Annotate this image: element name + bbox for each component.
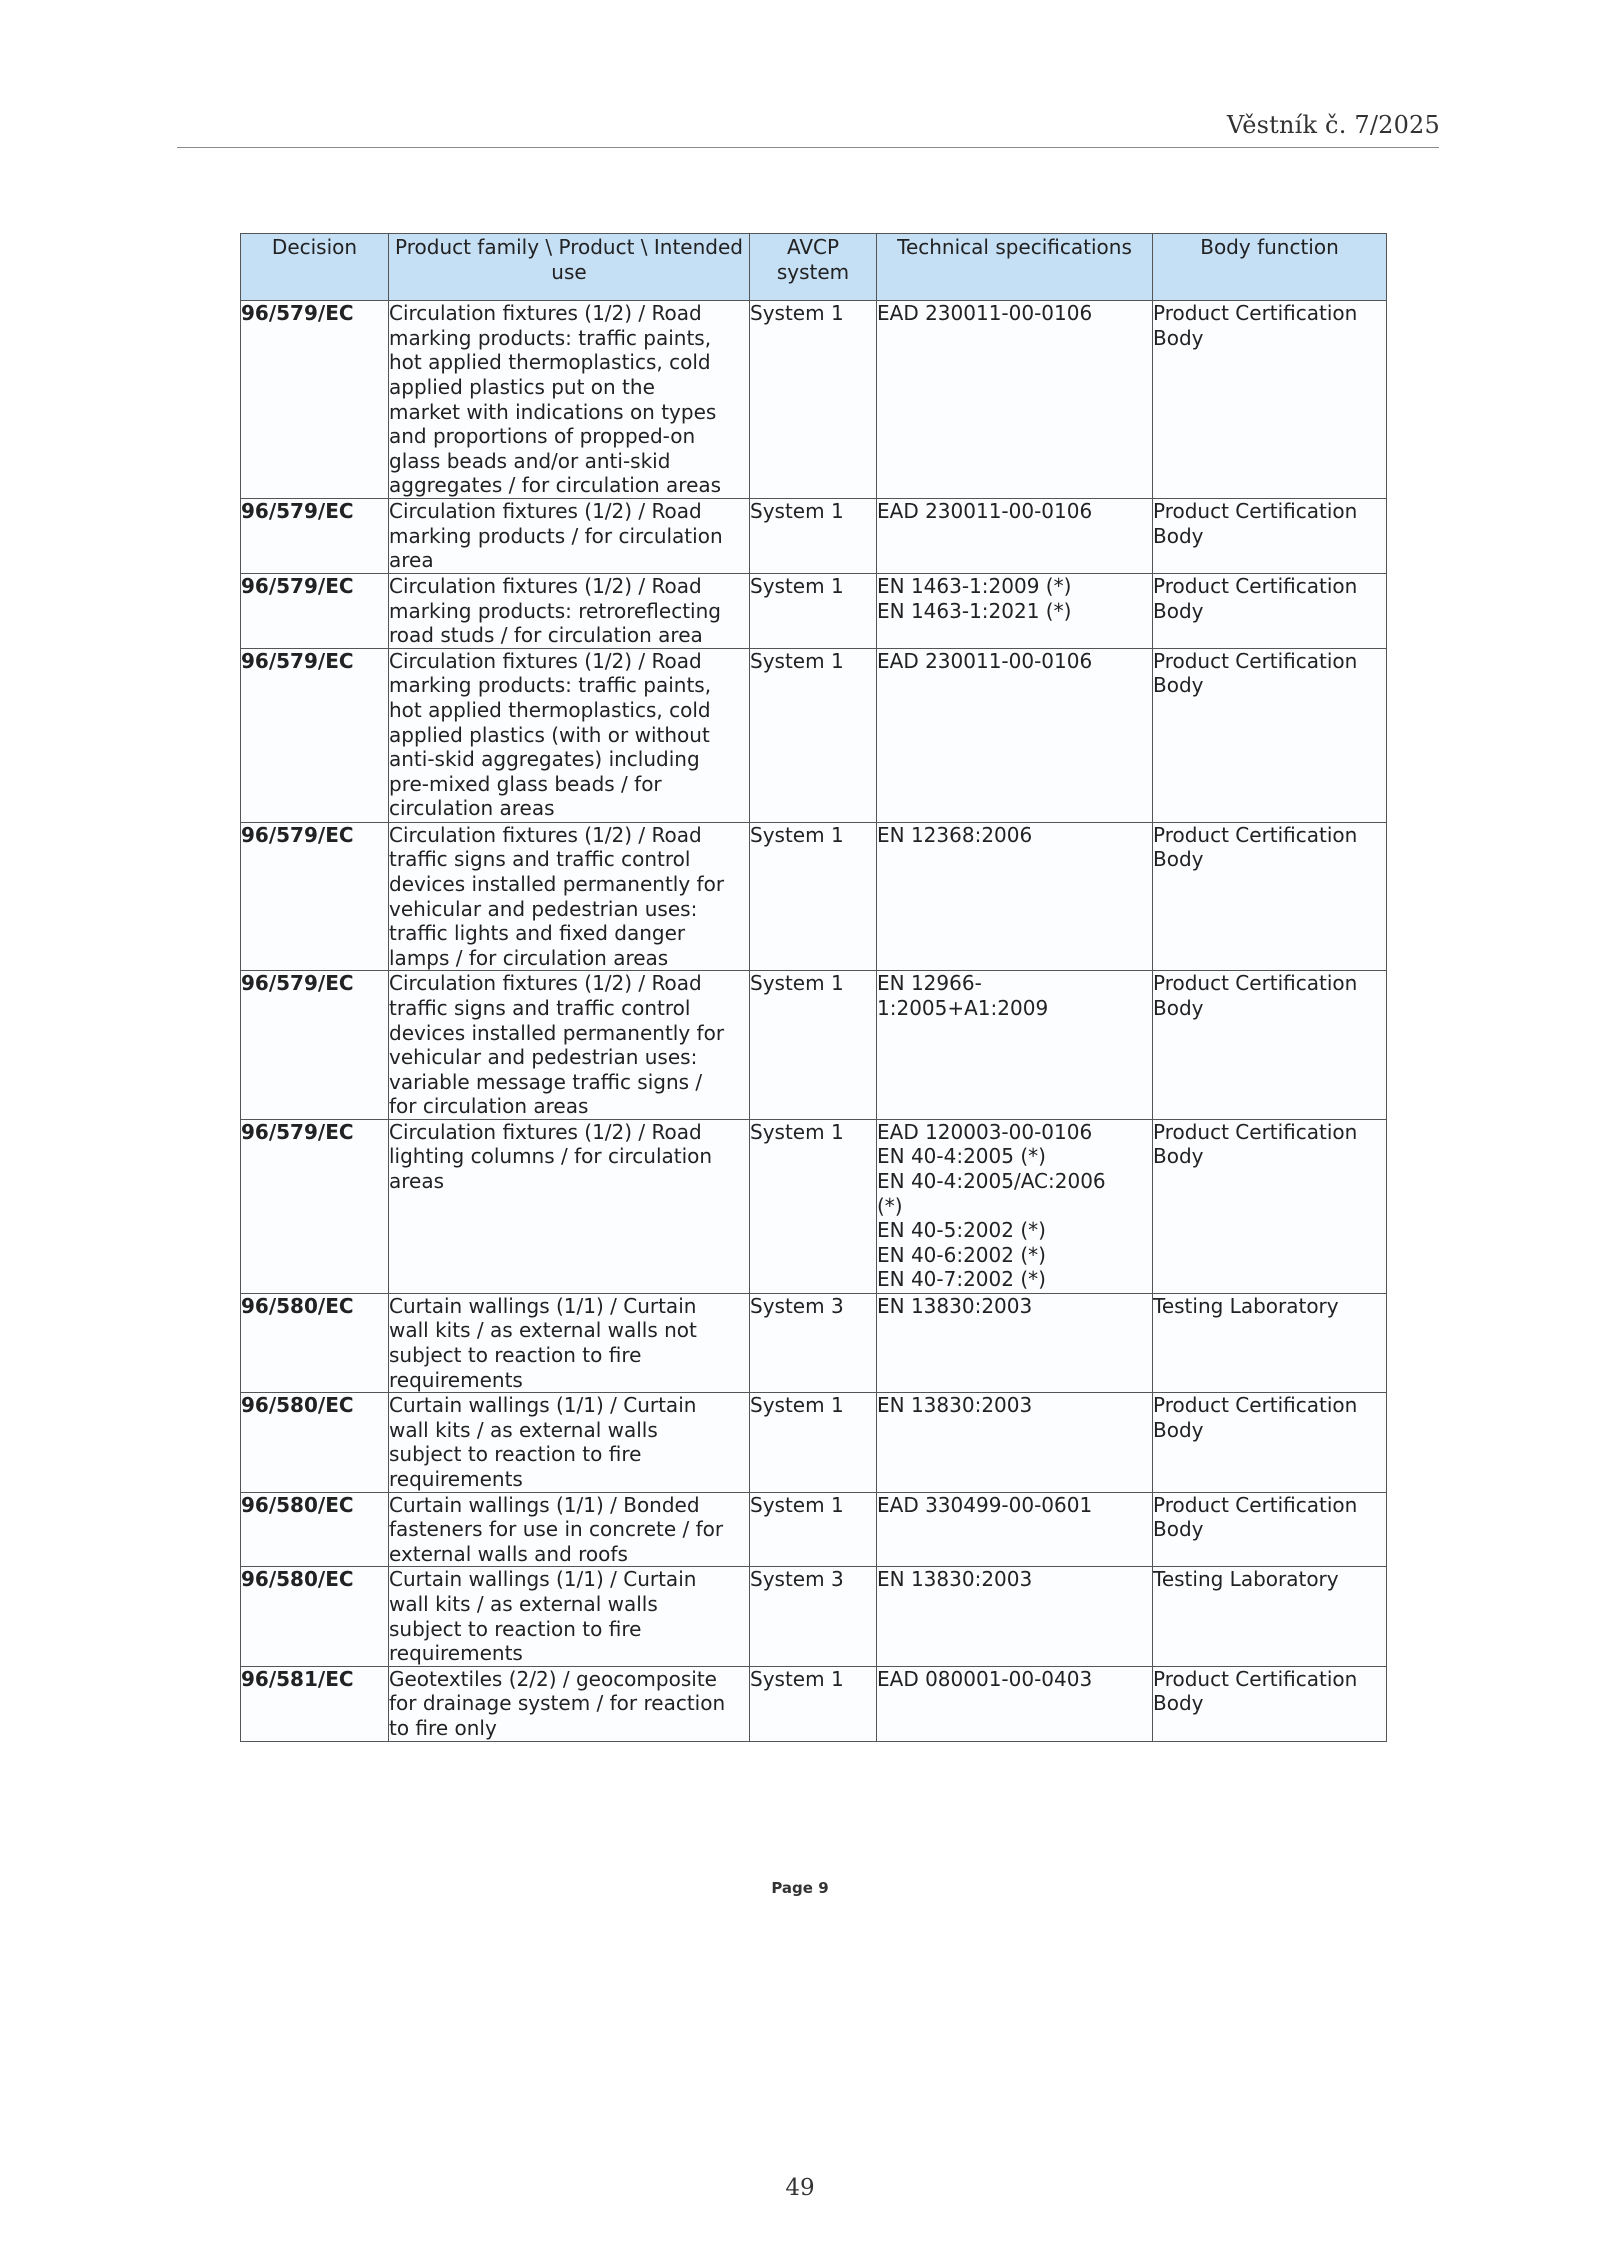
cell-line: EN 12966- [877,971,982,996]
table-row [241,1119,1387,1293]
cell-line: EN 13830:2003 [877,1567,1033,1592]
cell-line: hot applied thermoplastics, cold [389,697,711,722]
cell-line: EAD 120003-00-0106 [877,1119,1093,1144]
body-function-cell [1153,1567,1387,1666]
column-header-avcp: AVCP system [750,234,877,301]
product-cell [389,573,750,648]
cell-line: Geotextiles (2/2) / geocomposite [389,1666,717,1691]
cell-line: Product Certification [1153,499,1358,524]
avcp-cell [750,573,877,648]
decision-cell [241,573,389,648]
specs-cell [877,1293,1153,1392]
cell-line: Product Certification [1153,1666,1358,1691]
body-function-cell [1153,1492,1387,1567]
avcp-cell [750,1293,877,1392]
cell-line: EAD 080001-00-0403 [877,1666,1093,1691]
cell-line: applied plastics (with or without [389,722,710,747]
specs-cell [877,1666,1153,1741]
table-row [241,1492,1387,1567]
body-function-cell [1153,573,1387,648]
cell-line: 96/579/EC [241,822,354,847]
cell-line: devices installed permanently for [389,1020,725,1045]
specs-cell [877,499,1153,574]
table-row [241,1293,1387,1392]
cell-line: System 1 [750,1119,844,1144]
cell-line: Circulation fixtures (1/2) / Road [389,648,702,673]
cell-line: EN 40-7:2002 (*) [877,1267,1046,1292]
cell-line: Product Certification [1153,822,1358,847]
decision-cell [241,1492,389,1567]
decision-cell [241,1393,389,1492]
cell-line: Circulation fixtures (1/2) / Road [389,573,702,598]
cell-line: 96/579/EC [241,499,354,524]
cell-line: System 1 [750,499,844,524]
header-rule [177,147,1439,148]
cell-line: marking products: traffic paints, [389,673,712,698]
avcp-cell [750,648,877,822]
column-header-product: Product family \ Product \ Intended use [389,234,750,301]
cell-line: for circulation areas [389,1094,589,1119]
cell-line: System 1 [750,822,844,847]
cell-line: areas [389,1169,445,1194]
table-row [241,648,1387,822]
product-cell [389,301,750,499]
cell-line: System 1 [750,1393,844,1418]
cell-line: EAD 230011-00-0106 [877,301,1093,326]
specs-cell [877,1567,1153,1666]
cell-line: wall kits / as external walls [389,1592,658,1616]
cell-line: EN 40-5:2002 (*) [877,1218,1046,1243]
cell-line: marking products / for circulation [389,523,723,548]
decision-cell [241,301,389,499]
cell-line: Product Certification [1153,971,1358,996]
cell-line: circulation areas [389,796,555,821]
cell-line: external walls and roofs [389,1541,628,1566]
cell-line: Body [1153,523,1204,548]
body-function-cell [1153,499,1387,574]
body-function-cell [1153,648,1387,822]
product-cell [389,822,750,971]
cell-line: Product Certification [1153,301,1358,326]
cell-line: System 1 [750,573,844,598]
cell-line: Body [1153,1517,1204,1542]
decision-cell [241,1666,389,1741]
cell-line: requirements [389,1367,523,1392]
avcp-cell [750,1666,877,1741]
cell-line: subject to reaction to fire [389,1343,642,1368]
cell-line: 96/579/EC [241,971,354,996]
table-row [241,301,1387,499]
specs-cell [877,301,1153,499]
cell-line: Testing Laboratory [1153,1293,1339,1318]
cell-line: EN 40-6:2002 (*) [877,1242,1046,1267]
avcp-cell [750,971,877,1120]
page-number: 49 [785,2175,815,2201]
cell-line: Product Certification [1153,1492,1358,1517]
product-cell [389,1293,750,1392]
cell-line: traffic signs and traffic control [389,847,691,872]
cell-line: EN 1463-1:2009 (*) [877,573,1072,598]
body-function-cell [1153,971,1387,1120]
journal-title: Věstník č. 7/2025 [1226,111,1440,139]
avcp-cell [750,1393,877,1492]
cell-line: 1:2005+A1:2009 [877,995,1049,1020]
specs-cell [877,1393,1153,1492]
avcp-cell [750,301,877,499]
cell-line: traffic signs and traffic control [389,995,691,1020]
cell-line: market with indications on types [389,399,717,424]
cell-line: to fire only [389,1715,497,1740]
cell-line: lighting columns / for circulation [389,1144,713,1169]
cell-line: EAD 230011-00-0106 [877,499,1093,524]
product-cell [389,1666,750,1741]
cell-line: anti-skid aggregates) including [389,747,700,772]
product-cell [389,499,750,574]
cell-line: System 3 [750,1567,844,1592]
cell-line: Body [1153,995,1204,1020]
column-header-body: Body function [1153,234,1387,301]
body-function-cell [1153,1393,1387,1492]
cell-line: Product Certification [1153,648,1358,673]
avcp-cell [750,822,877,971]
cell-line: EN 13830:2003 [877,1393,1033,1418]
cell-line: Testing Laboratory [1153,1567,1339,1592]
body-function-cell [1153,1119,1387,1293]
cell-line: variable message traffic signs / [389,1069,703,1094]
cell-line: System 3 [750,1293,844,1318]
product-cell [389,971,750,1120]
specs-cell [877,1119,1153,1293]
table-row [241,1567,1387,1666]
cell-line: EN 40-4:2005 (*) [877,1144,1046,1169]
cell-line: 96/580/EC [241,1393,354,1418]
cell-line: area [389,548,434,573]
cell-line: lamps / for circulation areas [389,945,669,970]
cell-line: fasteners for use in concrete / for [389,1517,724,1542]
cell-line: subject to reaction to fire [389,1616,642,1641]
cell-line: EN 1463-1:2021 (*) [877,598,1072,623]
cell-line: subject to reaction to fire [389,1442,642,1467]
cell-line: vehicular and pedestrian uses: [389,896,698,921]
cell-line: Body [1153,1144,1204,1169]
body-function-cell [1153,822,1387,971]
specs-cell [877,822,1153,971]
cell-line: System 1 [750,648,844,673]
cell-line: EAD 330499-00-0601 [877,1492,1093,1517]
cell-line: Body [1153,673,1204,698]
cell-line: Curtain wallings (1/1) / Curtain [389,1293,697,1318]
cell-line: System 1 [750,1666,844,1691]
cell-line: EN 12368:2006 [877,822,1033,847]
product-cell [389,1393,750,1492]
specs-cell [877,573,1153,648]
cell-line: wall kits / as external walls not [389,1318,697,1343]
cell-line: road studs / for circulation area [389,623,703,648]
table-body [241,301,1387,1741]
cell-line: applied plastics put on the [389,374,655,399]
cell-line: Curtain wallings (1/1) / Curtain [389,1393,697,1418]
cell-line: Product Certification [1153,573,1358,598]
cell-line: (*) [877,1193,903,1218]
decision-cell [241,1119,389,1293]
table-row [241,1666,1387,1741]
product-cell [389,1492,750,1567]
avcp-cell [750,499,877,574]
cell-line: EN 40-4:2005/AC:2006 [877,1169,1106,1194]
cell-line: Circulation fixtures (1/2) / Road [389,971,702,996]
table-row [241,499,1387,574]
table-row [241,822,1387,971]
cell-line: Circulation fixtures (1/2) / Road [389,822,702,847]
cell-line: Circulation fixtures (1/2) / Road [389,301,702,326]
cell-line: 96/579/EC [241,301,354,326]
cell-line: devices installed permanently for [389,871,725,896]
column-header-decision: Decision [241,234,389,301]
cell-line: glass beads and/or anti-skid [389,448,671,473]
decision-cell [241,971,389,1120]
cell-line: 96/580/EC [241,1293,354,1318]
table-row [241,573,1387,648]
decision-cell [241,1567,389,1666]
body-function-cell [1153,1666,1387,1741]
cell-line: wall kits / as external walls [389,1417,658,1442]
cell-line: for drainage system / for reaction [389,1691,726,1716]
cell-line: System 1 [750,971,844,996]
cell-line: and proportions of propped-on [389,424,696,449]
page-label: Page 9 [771,1879,829,1897]
cell-line: System 1 [750,1492,844,1517]
cell-line: vehicular and pedestrian uses: [389,1045,698,1070]
cell-line: Body [1153,1417,1204,1442]
column-header-specs: Technical specifications [877,234,1153,301]
body-function-cell [1153,301,1387,499]
body-function-cell [1153,1293,1387,1392]
cell-line: requirements [389,1467,523,1492]
cell-line: Body [1153,847,1204,872]
cell-line: 96/579/EC [241,1119,354,1144]
cell-line: Circulation fixtures (1/2) / Road [389,499,702,524]
decision-cell [241,822,389,971]
cell-line: 96/581/EC [241,1666,354,1691]
cell-line: traffic lights and fixed danger [389,921,686,946]
cell-line: pre-mixed glass beads / for [389,771,662,796]
product-cell [389,648,750,822]
product-cell [389,1119,750,1293]
specs-cell [877,1492,1153,1567]
cell-line: 96/580/EC [241,1567,354,1592]
cell-line: System 1 [750,301,844,326]
product-cell [389,1567,750,1666]
table-row [241,1393,1387,1492]
avcp-cell [750,1119,877,1293]
cell-line: marking products: traffic paints, [389,325,712,350]
cell-line: EAD 230011-00-0106 [877,648,1093,673]
decision-cell [241,648,389,822]
table-row [241,971,1387,1120]
cell-line: Body [1153,325,1204,350]
cell-line: requirements [389,1641,523,1666]
cell-line: Circulation fixtures (1/2) / Road [389,1119,702,1144]
cell-line: aggregates / for circulation areas [389,473,722,498]
specs-cell [877,648,1153,822]
avcp-cell [750,1567,877,1666]
cell-line: Body [1153,598,1204,623]
cell-line: hot applied thermoplastics, cold [389,350,711,375]
decision-cell [241,1293,389,1392]
cell-line: Product Certification [1153,1393,1358,1418]
cell-line: 96/579/EC [241,573,354,598]
cell-line: marking products: retroreflecting [389,598,721,623]
cell-line: EN 13830:2003 [877,1293,1033,1318]
decision-cell [241,499,389,574]
table-header-row [241,234,1387,301]
cell-line: Curtain wallings (1/1) / Curtain [389,1567,697,1592]
cell-line: 96/580/EC [241,1492,354,1517]
product-table [240,233,1387,1742]
cell-line: Curtain wallings (1/1) / Bonded [389,1492,700,1517]
avcp-cell [750,1492,877,1567]
cell-line: Body [1153,1691,1204,1716]
specs-cell [877,971,1153,1120]
cell-line: Product Certification [1153,1119,1358,1144]
cell-line: 96/579/EC [241,648,354,673]
